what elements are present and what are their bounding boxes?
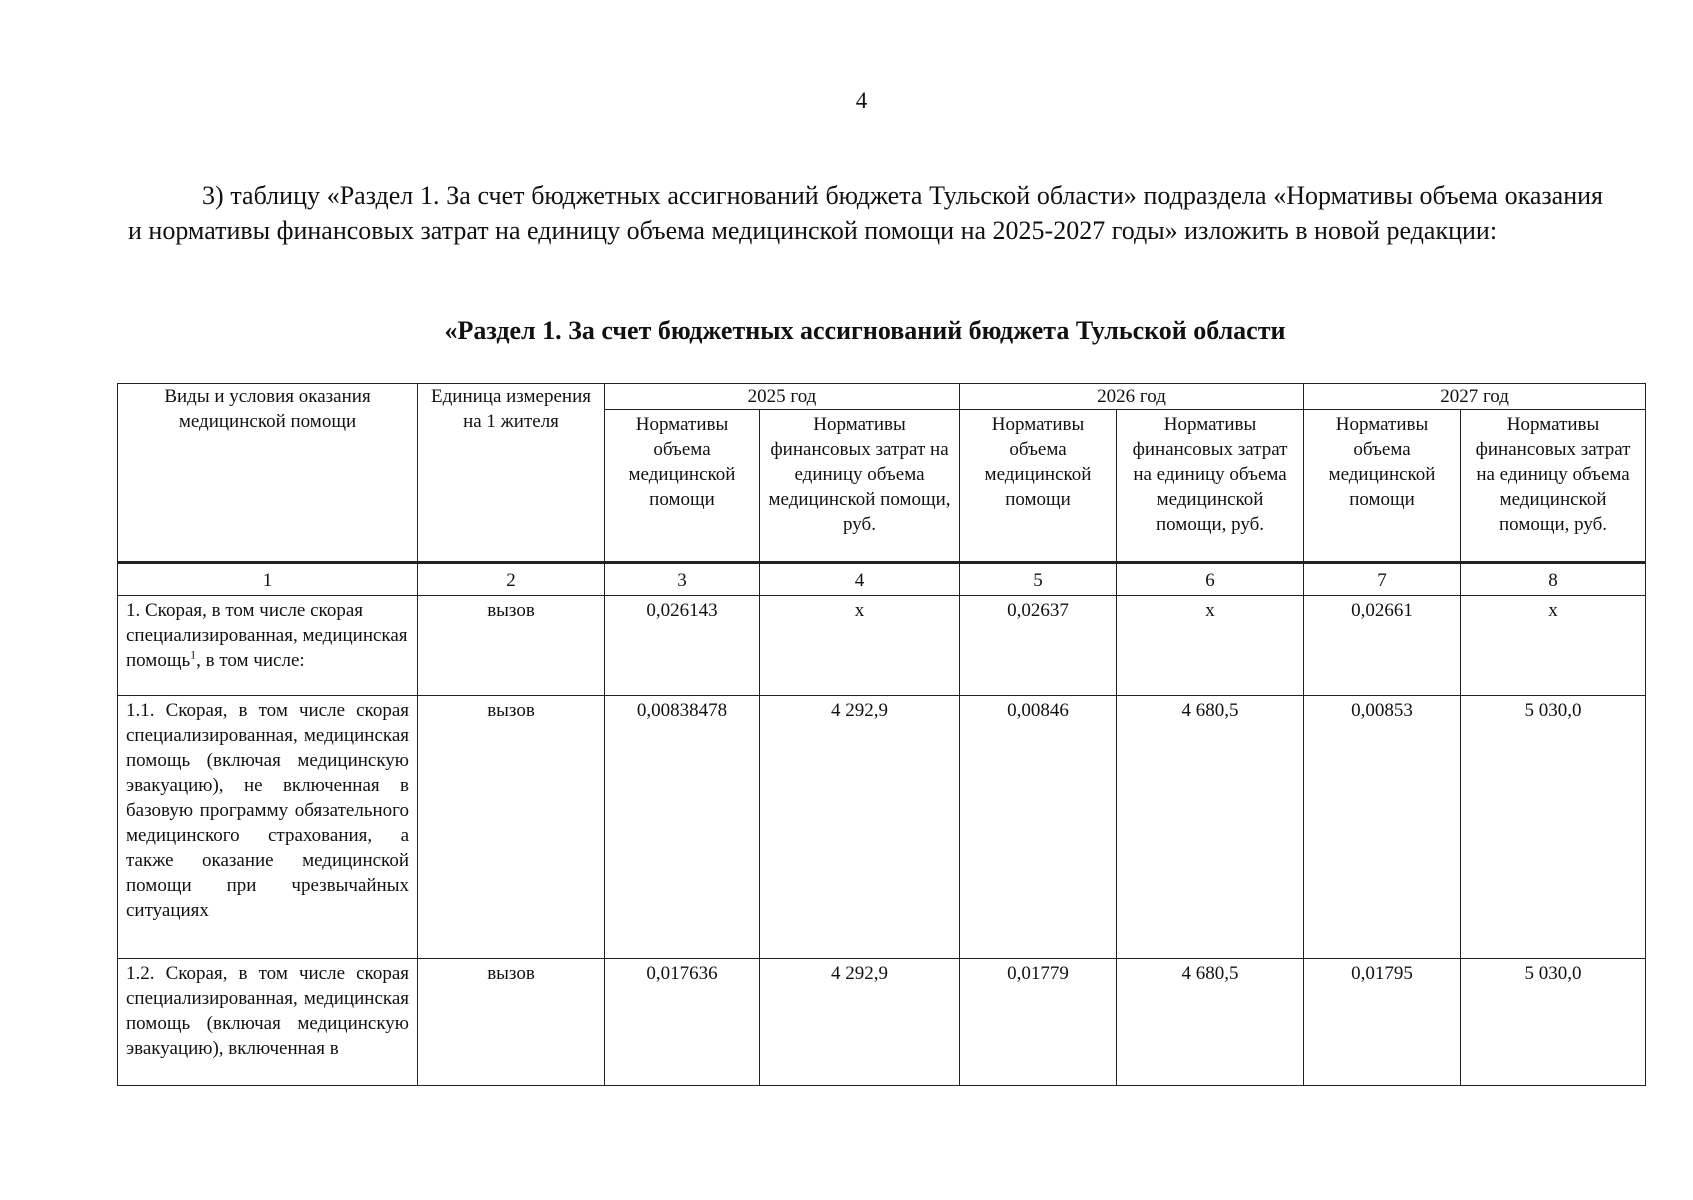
header-year-2027: 2027 год [1304,384,1646,410]
cell-value: 0,01795 [1304,959,1461,1086]
column-number: 3 [605,563,760,596]
header-volume-2026: Нормативы объема медицинской помощи [960,410,1117,563]
cell-value: 0,00846 [960,696,1117,959]
header-unit: Единица измерения на 1 жителя [418,384,605,563]
row-name [118,596,418,696]
cell-value: 0,02637 [960,596,1117,696]
column-number: 5 [960,563,1117,596]
header-volume-2027: Нормативы объема медицинской помощи [1304,410,1461,563]
cell-value: 0,02661 [1304,596,1461,696]
cell-value: 4 292,9 [760,959,960,1086]
cell-value: 0,017636 [605,959,760,1086]
table-row [118,596,1646,696]
page-number: 4 [855,88,868,113]
cell-value: 0,00838478 [605,696,760,959]
header-cost-2026: Нормативы финансовых затрат на единицу объема медицинской помощи, руб. [1117,410,1304,563]
row-name: 1.2. Скорая, в том числе скорая специализированная, медицинская помощь (включая медицинскую эвакуацию), включенная в [118,959,418,1086]
row-unit: вызов [418,596,605,696]
cell-value: 4 680,5 [1117,696,1304,959]
cell-value: 0,026143 [605,596,760,696]
cell-value: 5 030,0 [1461,959,1646,1086]
column-number: 6 [1117,563,1304,596]
column-number: 2 [418,563,605,596]
header-cost-2027: Нормативы финансовых затрат на единицу объема медицинской помощи, руб. [1461,410,1646,563]
cell-value: 0,00853 [1304,696,1461,959]
row-unit: вызов [418,696,605,959]
header-year-2025: 2025 год [605,384,960,410]
column-number-row [118,563,1646,596]
column-number: 1 [118,563,418,596]
column-number: 8 [1461,563,1646,596]
cell-value: х [1461,596,1646,696]
table-row [118,696,1646,959]
header-row-years [118,384,1646,410]
row-unit: вызов [418,959,605,1086]
cell-value: 4 292,9 [760,696,960,959]
table-title: «Раздел 1. За счет бюджетных ассигнований бюджета Тульской области [444,316,1286,345]
cell-value: 4 680,5 [1117,959,1304,1086]
column-number: 4 [760,563,960,596]
cell-value: х [1117,596,1304,696]
table-row [118,959,1646,1086]
column-number: 7 [1304,563,1461,596]
footnote-mark: 1 [190,647,197,662]
row-name: 1.1. Скорая, в том числе скорая специализированная, медицинская помощь (включая медицинскую эвакуацию), не включенная в базовую программу обязательного медицинского страхования, а также оказание медицинской помощи при чрезвычайных ситуациях [118,696,418,959]
cell-value: х [760,596,960,696]
cell-value: 0,01779 [960,959,1117,1086]
row-name-text: 1. Скорая, в том числе скорая специализированная, медицинская помощь [126,600,408,671]
intro-text: 3) таблицу «Раздел 1. За счет бюджетных ассигнований бюджета Тульской области» подраздела «Нормативы объема оказания и нормативы финансовых затрат на единицу объема медицинской помощи на 2025-2027 годы» изложить в новой редакции: [128,181,1603,245]
row-name-tail: , в том числе: [196,650,305,671]
intro-paragraph [128,178,1603,248]
header-year-2026: 2026 год [960,384,1304,410]
header-kinds: Виды и условия оказания медицинской помощи [118,384,418,563]
cell-value: 5 030,0 [1461,696,1646,959]
header-volume-2025: Нормативы объема медицинской помощи [605,410,760,563]
norms-table [117,383,1646,1086]
header-cost-2025: Нормативы финансовых затрат на единицу объема медицинской помощи, руб. [760,410,960,563]
